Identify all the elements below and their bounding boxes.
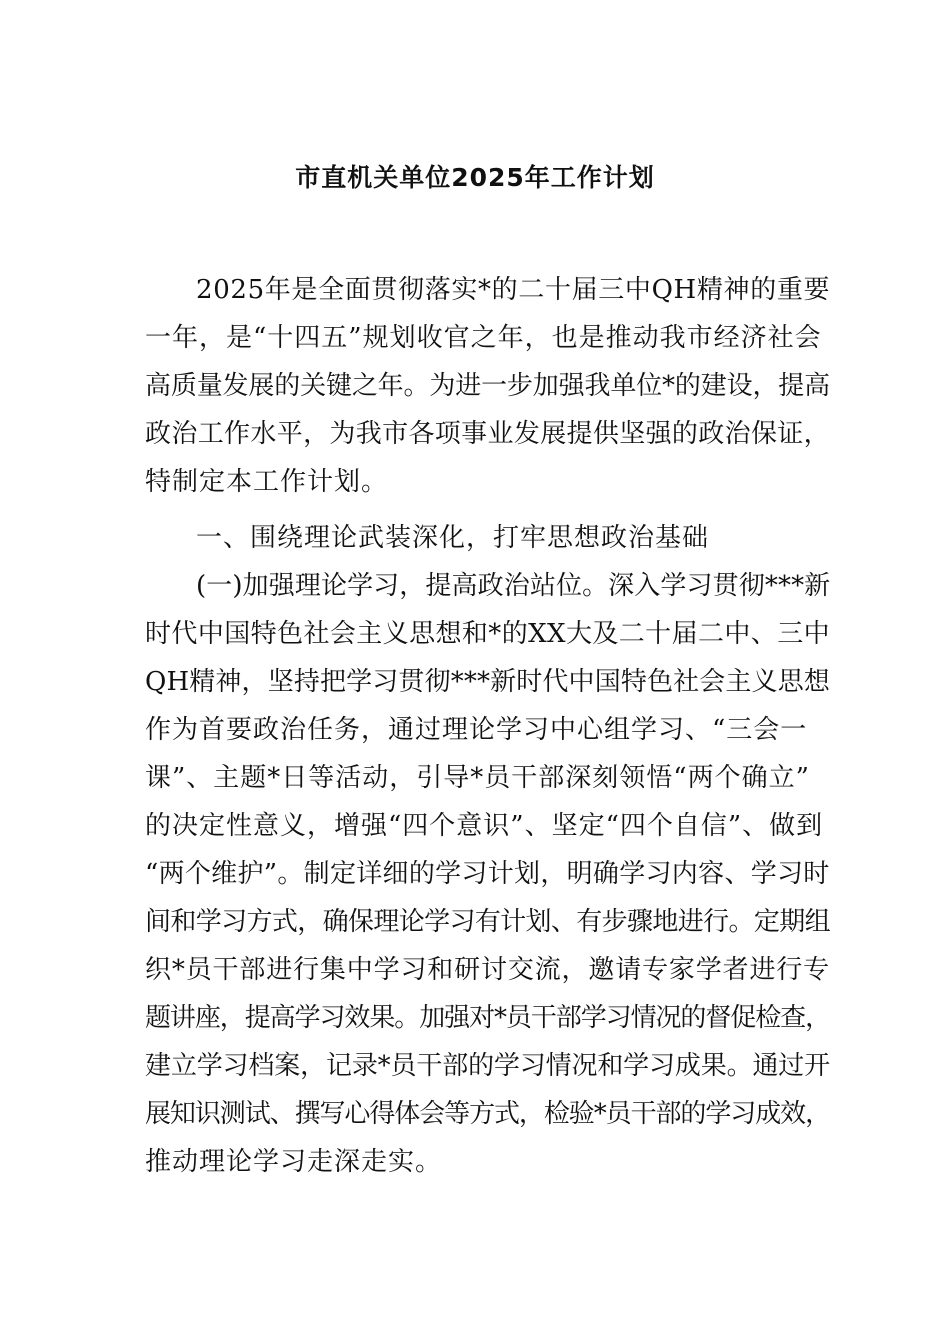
paragraph-1-line: 2025年是全面贯彻落实*的二十届三中QH精神的重要	[196, 275, 831, 305]
paragraph-1-line: 特制定本工作计划。	[145, 467, 389, 497]
paragraph-2-line: 作为首要政治任务，通过理论学习中心组学习、“三会一	[145, 715, 808, 745]
paragraph-1-line: 一年，是“十四五”规划收官之年，也是推动我市经济社会	[145, 323, 822, 353]
paragraph-2-line: 推动理论学习走深走实。	[145, 1147, 443, 1177]
paragraph-2-line: “两个维护”。制定详细的学习计划，明确学习内容、学习时	[145, 859, 830, 889]
section-1-heading: 一、围绕理论武装深化，打牢思想政治基础	[196, 523, 710, 553]
paragraph-2-line: (一)加强理论学习，提高政治站位。深入学习贯彻***新	[196, 571, 831, 601]
paragraph-2-line: 的决定性意义，增强“四个意识”、坚定“四个自信”、做到	[145, 811, 824, 841]
paragraph-2-line: 织*员干部进行集中学习和研讨交流，邀请专家学者进行专	[145, 955, 831, 985]
paragraph-2-line: 间和学习方式，确保理论学习有计划、有步骤地进行。定期组	[145, 907, 831, 937]
paragraph-1-line: 高质量发展的关键之年。为进一步加强我单位*的建设，提高	[145, 371, 831, 401]
paragraph-2-line: QH精神，坚持把学习贯彻***新时代中国特色社会主义思想	[145, 667, 830, 697]
paragraph-2-line: 时代中国特色社会主义思想和*的XX大及二十届二中、三中	[145, 619, 831, 649]
document-title: 市直机关单位2025年工作计划	[295, 163, 655, 192]
paragraph-2-line: 建立学习档案，记录*员干部的学习情况和学习成果。通过开	[145, 1051, 831, 1081]
paragraph-2-line: 题讲座，提高学习效果。加强对*员干部学习情况的督促检查，	[145, 1003, 831, 1033]
paragraph-2-line: 课”、主题*日等活动，引导*员干部深刻领悟“两个确立”	[145, 763, 810, 793]
paragraph-2-line: 展知识测试、撰写心得体会等方式，检验*员干部的学习成效，	[145, 1099, 831, 1129]
paragraph-1-line: 政治工作水平，为我市各项事业发展提供坚强的政治保证，	[145, 419, 831, 449]
